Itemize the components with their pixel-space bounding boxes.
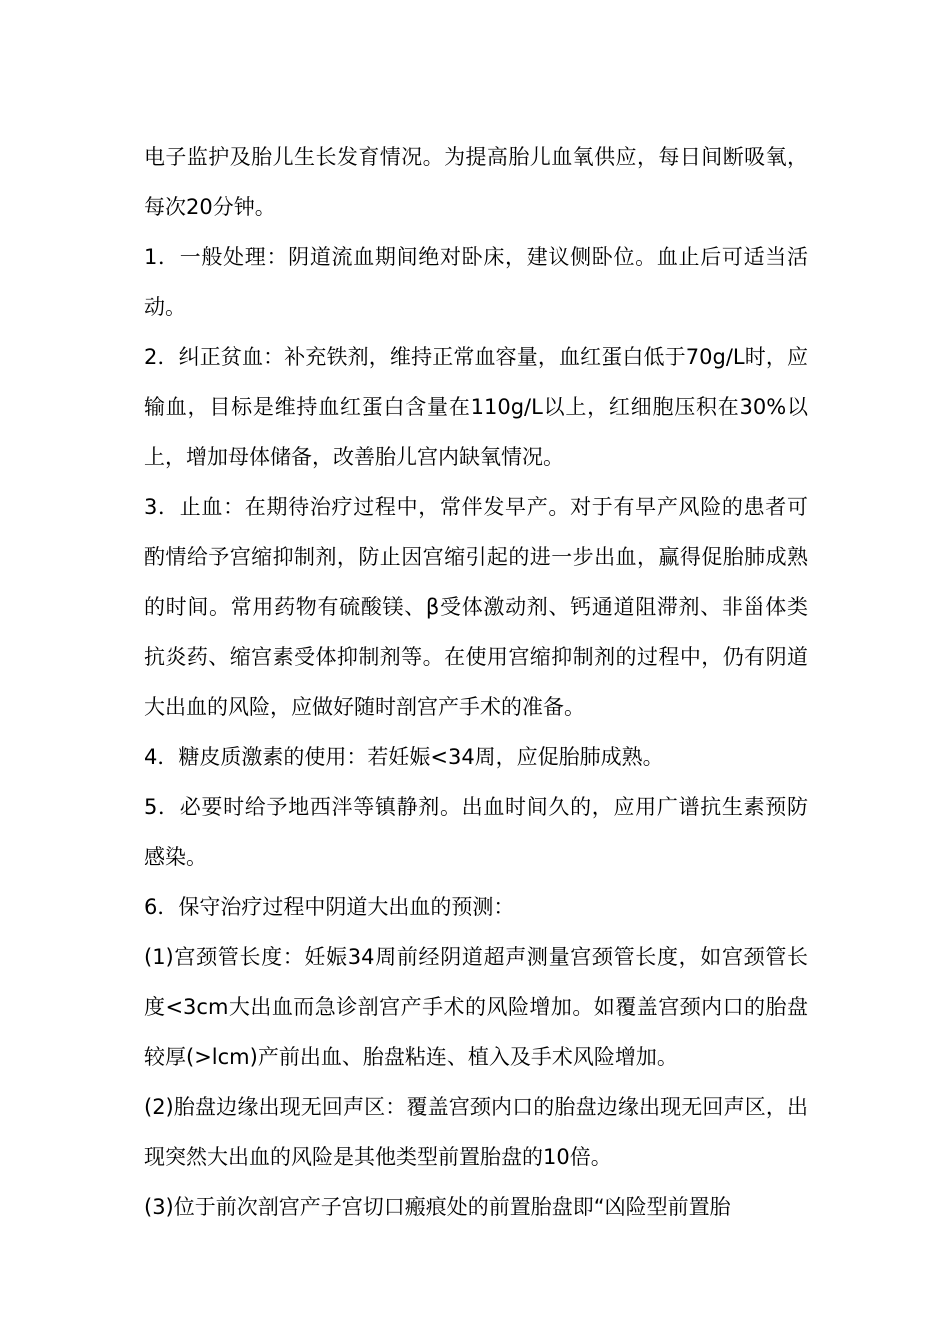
paragraph-bleeding-prediction: 6．保守治疗过程中阴道大出血的预测： — [144, 895, 515, 919]
paragraph-anemia: 2．纠正贫血：补充铁剂，维持正常血容量，血红蛋白低于70g/L时，应输血，目标是维持血红蛋白含量在110g/L以上，红细胞压积在30%以上，增加母体储备，改善胎儿宫内缺氧情况。 — [144, 345, 808, 469]
paragraph-echolucent-area: (2)胎盘边缘出现无回声区：覆盖宫颈内口的胎盘边缘出现无回声区，出现突然大出血的风险是其他类型前置胎盘的10倍。 — [144, 1095, 808, 1169]
paragraph-general-care: 1．一般处理：阴道流血期间绝对卧床，建议侧卧位。血止后可适当活动。 — [144, 245, 808, 319]
paragraph-scar-placenta: (3)位于前次剖宫产子宫切口瘢痕处的前置胎盘即“凶险型前置胎 — [144, 1195, 731, 1219]
paragraph-sedatives: 5．必要时给予地西泮等镇静剂。出血时间久的，应用广谱抗生素预防感染。 — [144, 795, 808, 869]
document-body — [144, 132, 808, 1232]
paragraph-corticosteroids: 4．糖皮质激素的使用：若妊娠<34周，应促胎肺成熟。 — [144, 745, 664, 769]
paragraph-monitoring: 电子监护及胎儿生长发育情况。为提高胎儿血氧供应，每日间断吸氧，每次20分钟。 — [144, 145, 808, 219]
paragraph-cervical-length: (1)宫颈管长度：妊娠34周前经阴道超声测量宫颈管长度，如宫颈管长度<3cm大出血而急诊剖宫产手术的风险增加。如覆盖宫颈内口的胎盘较厚(>lcm)产前出血、胎盘粘连、植入及手术风险增加。 — [144, 945, 808, 1069]
paragraph-hemostasis: 3．止血：在期待治疗过程中，常伴发早产。对于有早产风险的患者可酌情给予宫缩抑制剂，防止因宫缩引起的进一步出血，赢得促胎肺成熟的时间。常用药物有硫酸镁、β受体激动剂、钙通道阻滞剂、非甾体类抗炎药、缩宫素受体抑制剂等。在使用宫缩抑制剂的过程中，仍有阴道大出血的风险，应做好随时剖宫产手术的准备。 — [144, 495, 808, 719]
